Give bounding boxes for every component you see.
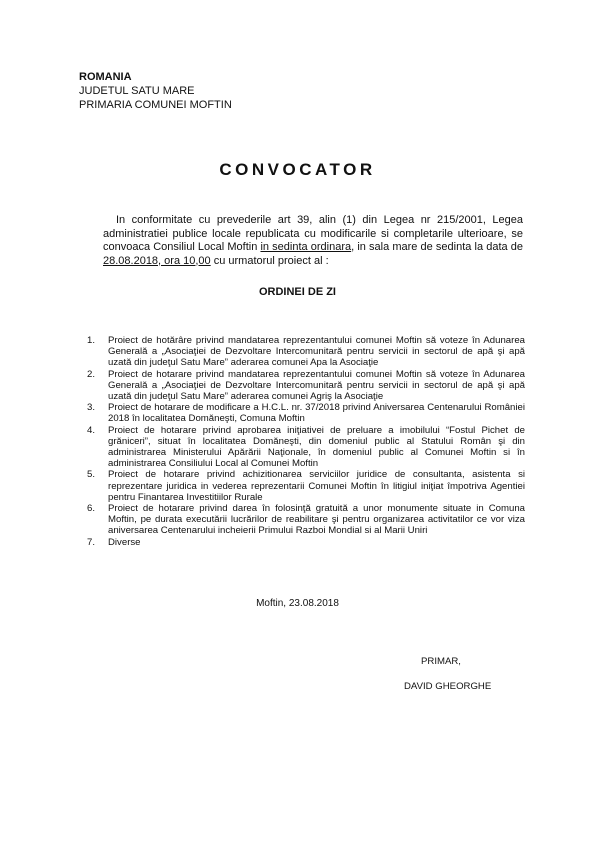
intro-text-1: In conformitate cu prevederile art 39, alin (1) din Legea nr 215/2001, Legea administratiei publice locale republicata cu modificarile si completarile ulterioare, se convoaca Consiliul Local Moftin (103, 214, 523, 253)
item-text: Diverse (108, 536, 141, 548)
item-number: 4. (87, 424, 96, 436)
item-text: Proiect de hotarare privind mandatarea reprezentantului comunei Moftin să voteze în Adunarea Generală a „Asociaţiei de Dezvoltare Intercomunitară pentru servicii in sectorul de apă şi apă uzată din judeţul Satu Mare” aderarea comunei Agriş la Asociaţie (108, 368, 525, 403)
item-number: 2. (87, 368, 96, 380)
agenda-item (87, 402, 525, 424)
item-number: 3. (87, 402, 96, 414)
document-header (79, 70, 232, 112)
item-number: 5. (87, 469, 96, 481)
item-number: 6. (87, 503, 96, 515)
agenda-item (87, 369, 525, 403)
item-text: Proiect de hotarare privind aprobarea iniţiativei de preluare a imobilului “Fostul Pichet de grăniceri”, situat în localitatea Domăneşti, din domeniul public al Statului Român şi din administrarea Ministerului Apărării Naţionale, în domeniul public al Comunei Moftin si în administrarea Consiliului Local al Comunei Moftin (108, 424, 525, 470)
place-and-date: Moftin, 23.08.2018 (256, 598, 339, 609)
agenda-item (87, 469, 525, 503)
agenda-list (87, 335, 525, 548)
session-type: in sedinta ordinara (260, 241, 352, 253)
institution-line: PRIMARIA COMUNEI MOFTIN (79, 99, 232, 111)
agenda-title: ORDINEI DE ZI (258, 286, 336, 298)
signature-role: PRIMAR, (421, 656, 461, 667)
signature-name: DAVID GHEORGHE (404, 681, 492, 692)
document-title: CONVOCATOR (219, 160, 376, 179)
agenda-item (87, 503, 525, 537)
agenda-item (87, 537, 525, 548)
agenda-item (87, 335, 525, 369)
intro-text-3: cu urmatorul proiect al : (210, 254, 329, 267)
item-text: Proiect de hotărâre privind mandatarea reprezentantului comunei Moftin să voteze în Adunarea Generală a „Asociaţiei de Dezvoltare Intercomunitară pentru servicii in sectorul de apă şi apă uzată din judeţul Satu Mare” aderarea comunei Apa la Asociaţie (108, 335, 525, 369)
intro-paragraph (103, 214, 523, 268)
item-text: Proiect de hotarare privind darea în folosinţă gratuită a unor monumente situate in Comuna Moftin, pe durata executării lucrărilor de reabilitare şi pentru organizarea activitatilor ce vor viza aniversarea Centenarului incheierii Primului Razboi Mondial si al Marii Uniri (108, 503, 525, 537)
item-number: 1. (87, 335, 96, 346)
item-text: Proiect de hotarare de modificare a H.C.L. nr. 37/2018 privind Aniversarea Centenarului României 2018 în localitatea Domăneşti, Comuna Moftin (108, 402, 525, 425)
item-text: Proiect de hotarare privind achizitionarea serviciilor juridice de consultanta, asistenta si reprezentare juridica in vederea reprezentarii Comunei Moftin în litigiul iniţiat împotriva Agentiei pentru Finantarea Investitiilor Rurale (108, 469, 525, 503)
country-line: ROMANIA (79, 71, 132, 83)
item-number: 7. (87, 536, 96, 548)
intro-text-2: , in sala mare de sedinta la data de (351, 241, 523, 253)
county-line: JUDETUL SATU MARE (79, 85, 195, 97)
session-datetime: 28.08.2018, ora 10,00 (103, 254, 211, 267)
agenda-item (87, 425, 525, 470)
